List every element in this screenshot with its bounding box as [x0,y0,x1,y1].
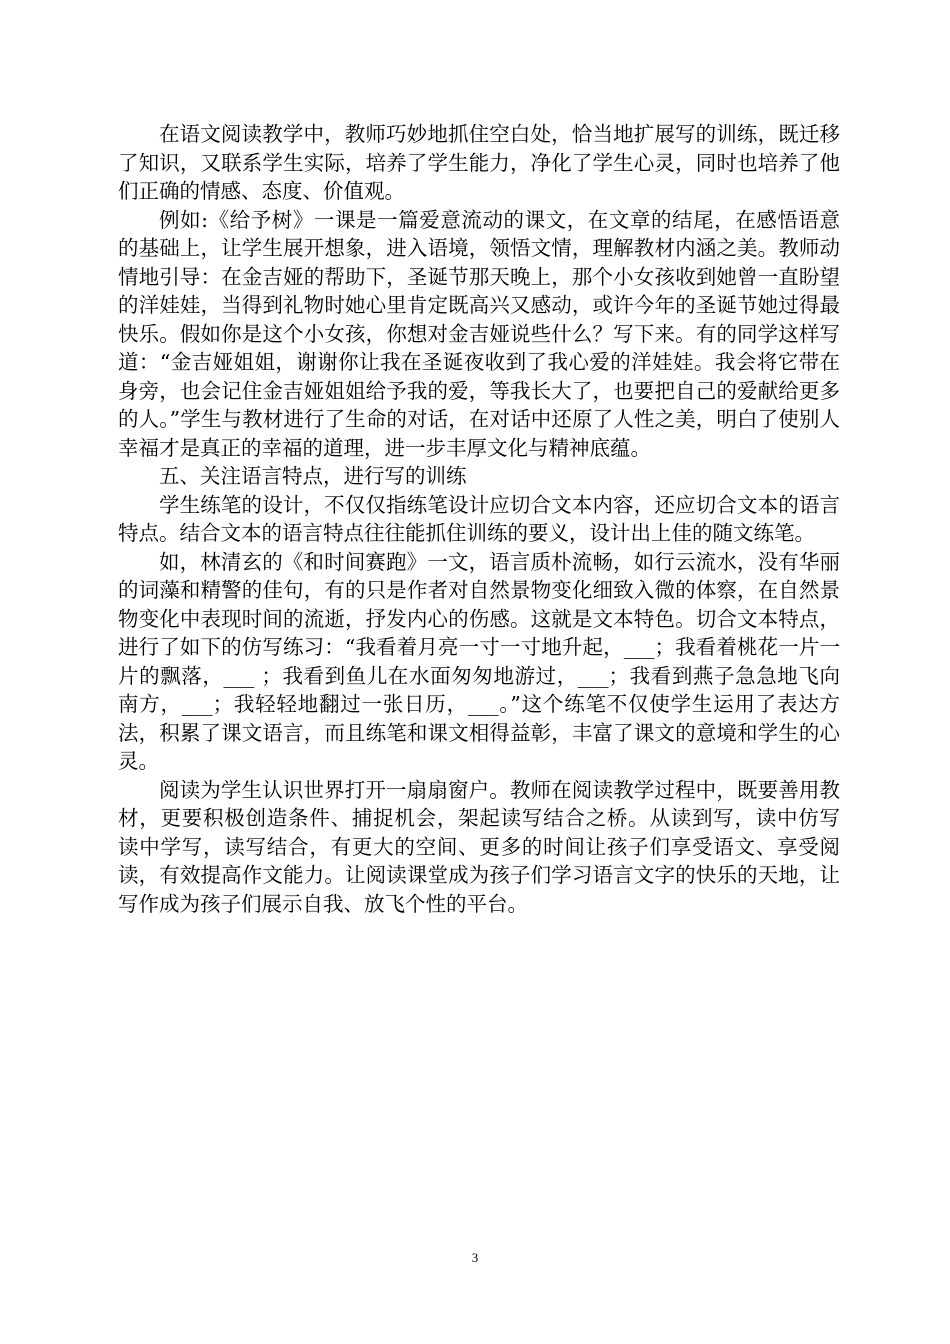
paragraph-conclusion: 阅读为学生认识世界打开一扇扇窗户。教师在阅读教学过程中，既要善用教材，更要积极创造条件、捕捉机会，架起读写结合之桥。从读到写，读中仿写 读中学写，读写结合，有更大的空间、更多的时间让孩子们享受语文、享受阅读，有效提高作文能力。让阅读课堂成为孩子们学习语言文字的快乐的天地，让写作成为孩子们展示自我、放飞个性的平台。 [118,777,840,916]
paragraph-example-race-time: 如，林清玄的《和时间赛跑》一文，语言质朴流畅，如行云流水，没有华丽的词藻和精警的佳句，有的只是作者对自然景物变化细致入微的体察，在自然景物变化中表现时间的流逝，抒发内心的伤感。这就是文本特色。切合文本特点，进行了如下的仿写练习：“我看着月亮一寸一寸地升起，___；我看着桃花一片一片的飘落，___ ；我看到鱼儿在水面匆匆地游过，___；我看到燕子急急地飞向南方，___；我轻轻地翻过一张日历，___。”这个练笔不仅使学生运用了表达方法，积累了课文语言，而且练笔和课文相得益彰，丰富了课文的意境和学生的心灵。 [118,549,840,773]
page-number: 3 [471,1250,479,1265]
document-body [118,120,840,918]
section-heading: 五、关注语言特点，进行写的训练 [159,464,467,488]
paragraph-intro: 在语文阅读教学中，教师巧妙地抓住空白处，恰当地扩展写的训练，既迁移了知识，又联系学生实际，培养了学生能力，净化了学生心灵，同时也培养了他们正确的情感、态度、价值观。 [118,122,840,203]
paragraph-language-features: 学生练笔的设计，不仅仅指练笔设计应切合文本内容，还应切合文本的语言特点。结合文本的语言特点往往能抓住训练的要义，设计出上佳的随文练笔。 [118,492,840,545]
paragraph-example-gift-tree: 例如:《给予树》一课是一篇爱意流动的课文，在文章的结尾，在感悟语意的基础上，让学生展开想象，进入语境，领悟文情，理解教材内涵之美。教师动情地引导：在金吉娅的帮助下，圣诞节那天晚上，那个小女孩收到她曾一直盼望的洋娃娃，当得到礼物时她心里肯定既高兴又感动，或许今年的圣诞节她过得最快乐。假如你是这个小女孩，你想对金吉娅说些什么？写下来。有的同学这样写道：“金吉娅姐姐，谢谢你让我在圣诞夜收到了我心爱的洋娃娃。我会将它带在身旁，也会记住金吉娅姐姐给予我的爱，等我长大了，也要把自己的爱献给更多的人。”学生与教材进行了生命的对话，在对话中还原了人性之美，明白了使别人幸福才是真正的幸福的道理，进一步丰厚文化与精神底蕴。 [118,207,840,460]
